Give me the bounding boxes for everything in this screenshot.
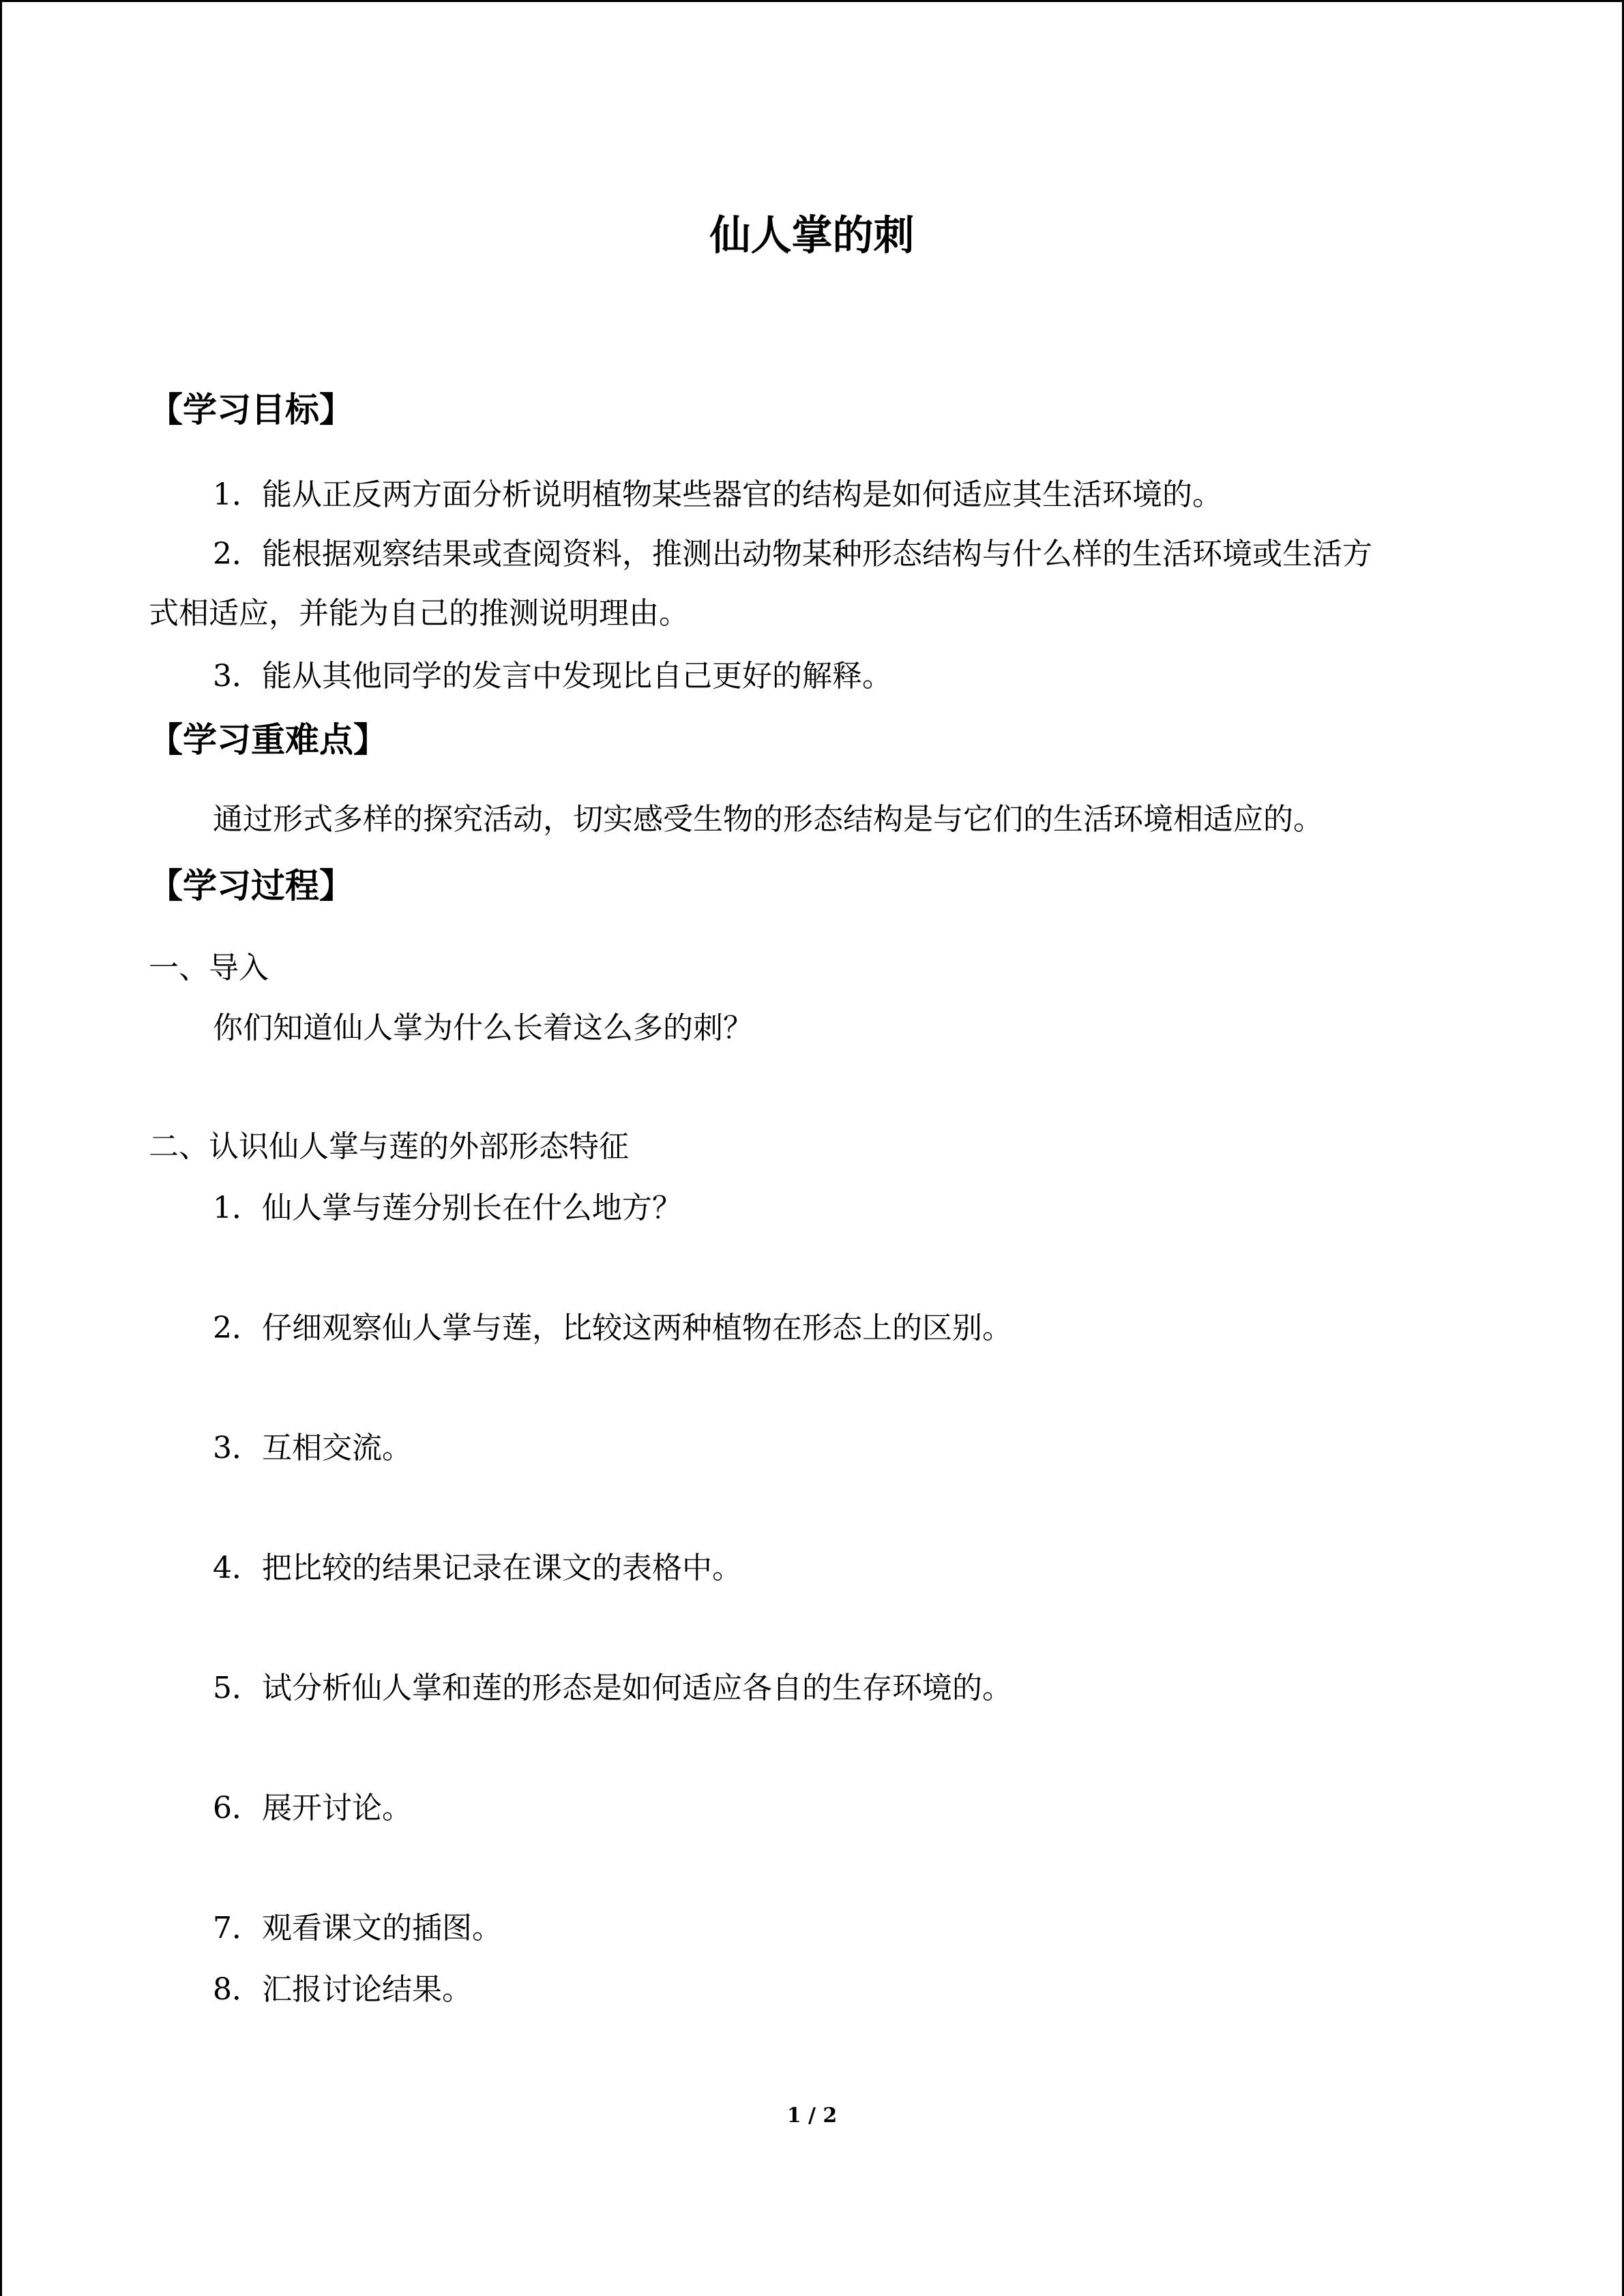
- process-step: 7．观看课文的插图。: [213, 1911, 502, 1945]
- key-points-text: 通过形式多样的探究活动，切实感受生物的形态结构是与它们的生活环境相适应的。: [213, 802, 1323, 837]
- objective-item-continuation: 式相适应，并能为自己的推测说明理由。: [149, 596, 689, 631]
- objective-item: 3．能从其他同学的发言中发现比自己更好的解释。: [213, 659, 892, 694]
- key-points-heading: 【学习重难点】: [149, 720, 387, 760]
- section-title-intro: 一、导入: [149, 951, 269, 985]
- objective-item: 1．能从正反两方面分析说明植物某些器官的结构是如何适应其生活环境的。: [213, 477, 1222, 512]
- section-title-morphology: 二、认识仙人掌与莲的外部形态特征: [149, 1129, 629, 1164]
- process-step: 3．互相交流。: [213, 1431, 412, 1465]
- process-step: 1．仙人掌与莲分别长在什么地方？: [213, 1191, 682, 1225]
- objectives-heading: 【学习目标】: [149, 390, 353, 430]
- process-step: 5．试分析仙人掌和莲的形态是如何适应各自的生存环境的。: [213, 1671, 1012, 1705]
- process-heading: 【学习过程】: [149, 866, 353, 906]
- process-step: 8．汇报讨论结果。: [213, 1972, 472, 2007]
- process-step: 2．仔细观察仙人掌与莲，比较这两种植物在形态上的区别。: [213, 1311, 1012, 1345]
- intro-question: 你们知道仙人掌为什么长着这么多的刺？: [213, 1011, 753, 1045]
- objective-item: 2．能根据观察结果或查阅资料，推测出动物某种形态结构与什么样的生活环境或生活方: [213, 537, 1372, 571]
- process-step: 6．展开讨论。: [213, 1791, 412, 1825]
- document-title: 仙人掌的刺: [709, 212, 915, 260]
- process-step: 4．把比较的结果记录在课文的表格中。: [213, 1551, 742, 1585]
- page-number: 1 / 2: [786, 2104, 838, 2128]
